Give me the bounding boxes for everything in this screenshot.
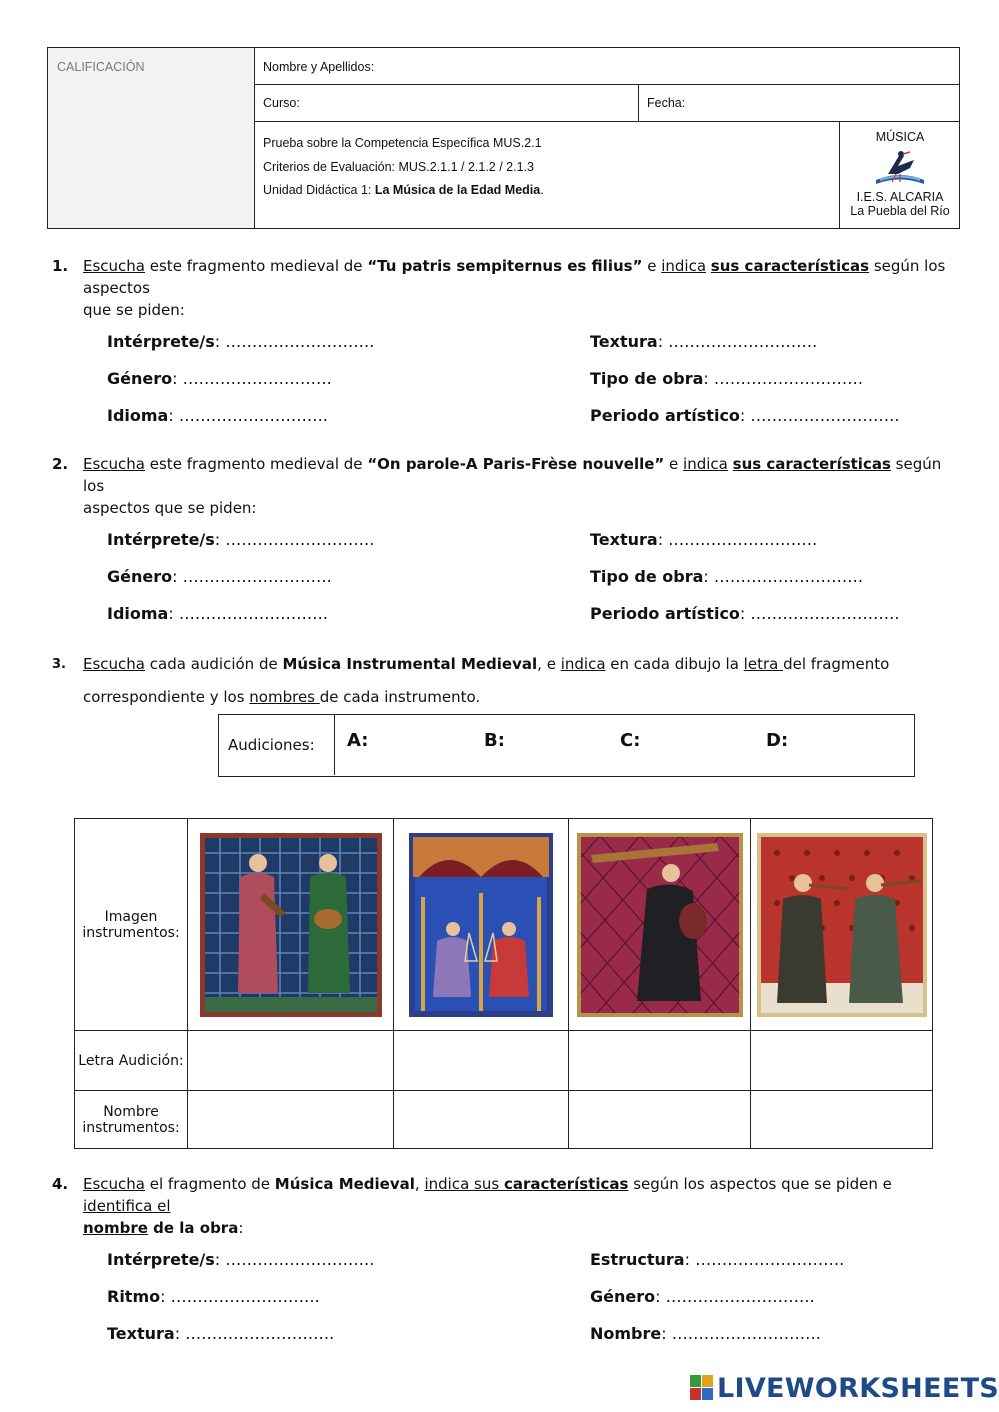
q2-periodo-field[interactable] — [590, 604, 899, 623]
image-cell-4 — [751, 819, 933, 1031]
q2-idioma-field[interactable] — [107, 604, 328, 623]
row-label-names: Nombre instrumentos: — [75, 1091, 188, 1149]
unit-title: La Música de la Edad Media — [374, 183, 541, 197]
calificacion-cell: CALIFICACIÓN — [48, 48, 255, 228]
q1-idioma-field[interactable] — [107, 406, 328, 425]
q1-interprete-dots[interactable]: : ………………………. — [214, 332, 375, 351]
q2-interprete-label: Intérprete/s — [107, 530, 215, 549]
table-row-letters — [75, 1031, 933, 1091]
audicion-a[interactable]: A: — [347, 730, 369, 751]
q1-genero-label: Género — [107, 369, 173, 388]
question-4 — [52, 1173, 962, 1239]
row-label-images: Imagen instrumentos: — [75, 819, 188, 1031]
audiciones-label: Audiciones: — [219, 715, 335, 775]
q4-textura-label: Textura — [107, 1324, 175, 1343]
letter-answer-4[interactable] — [751, 1031, 933, 1091]
q4-interprete-field[interactable] — [107, 1250, 374, 1269]
q1-characteristics: sus características — [710, 257, 870, 275]
q2-textura-field[interactable] — [590, 530, 817, 549]
q2-text-line2: aspectos que se piden: — [83, 499, 257, 517]
q1-tipo-label: Tipo de obra — [590, 369, 704, 388]
q3-text-line2: correspondiente y los — [83, 688, 250, 706]
image-cell-1 — [188, 819, 394, 1031]
q1-text-and: e — [642, 257, 662, 275]
q2-genero-dots[interactable]: : ………………………. — [172, 567, 332, 586]
q1-genero-field[interactable] — [107, 369, 332, 388]
minstrels-fiddle-lute-image — [200, 833, 382, 1017]
q4-nombre-label: Nombre — [590, 1324, 662, 1343]
table-row-names — [75, 1091, 933, 1149]
q4-interprete-dots[interactable]: : ………………………. — [214, 1250, 375, 1269]
q2-characteristics: sus características — [732, 455, 891, 473]
q4-ritmo-label: Ritmo — [107, 1287, 161, 1306]
audicion-c[interactable]: C: — [620, 730, 641, 751]
q2-listen: Escucha — [83, 455, 145, 473]
q4-genero-dots[interactable]: : ………………………. — [655, 1287, 815, 1306]
test-title: Prueba sobre la Competencia Específica MUS.2.1 — [263, 136, 542, 150]
q3-text-end: del fragmento — [783, 655, 890, 673]
unit-suffix: . — [540, 183, 544, 197]
q3-letter: letra — [743, 655, 784, 673]
q2-tipo-label: Tipo de obra — [590, 567, 704, 586]
q4-identify: identifica el — [83, 1197, 171, 1215]
question-4-number: 4. — [52, 1175, 69, 1193]
q2-genero-label: Género — [107, 567, 173, 586]
name-answer-3[interactable] — [569, 1091, 751, 1149]
q2-textura-label: Textura — [590, 530, 658, 549]
q1-periodo-label: Periodo artístico — [590, 406, 740, 425]
question-1-number: 1. — [52, 257, 69, 275]
school-logo — [840, 122, 960, 228]
question-2 — [52, 453, 962, 519]
question-1 — [52, 255, 962, 321]
audicion-b[interactable]: B: — [484, 730, 505, 751]
unit-prefix: Unidad Didáctica 1: — [263, 183, 375, 197]
name-answer-1[interactable] — [188, 1091, 394, 1149]
name-answer-2[interactable] — [394, 1091, 569, 1149]
q3-indicate: indica — [560, 655, 606, 673]
date-field[interactable]: Fecha: — [639, 85, 960, 122]
q3-text-line2-end: de cada instrumento. — [319, 688, 481, 706]
q1-tipo-field[interactable] — [590, 369, 863, 388]
q2-genero-field[interactable] — [107, 567, 332, 586]
q4-nombre-field[interactable] — [590, 1324, 821, 1343]
q3-text-mid: en cada dibujo la — [605, 655, 744, 673]
q1-periodo-field[interactable] — [590, 406, 899, 425]
test-info — [255, 122, 840, 228]
q3-music-type: Música Instrumental Medieval — [282, 655, 538, 673]
q3-text: cada audición de — [145, 655, 283, 673]
letter-answer-2[interactable] — [394, 1031, 569, 1091]
course-field[interactable]: Curso: — [255, 85, 639, 122]
q1-periodo-dots[interactable]: : ………………………. — [739, 406, 900, 425]
q4-ritmo-field[interactable] — [107, 1287, 320, 1306]
row-label-letters: Letra Audición: — [75, 1031, 188, 1091]
q1-interprete-label: Intérprete/s — [107, 332, 215, 351]
q4-textura-field[interactable] — [107, 1324, 334, 1343]
image-cell-3 — [569, 819, 751, 1031]
stork-book-icon — [870, 146, 930, 188]
q4-name: nombre — [83, 1219, 148, 1237]
letter-answer-1[interactable] — [188, 1031, 394, 1091]
q1-tipo-dots[interactable]: : ………………………. — [703, 369, 863, 388]
q1-indicate: indica — [661, 257, 707, 275]
q2-indicate: indica — [683, 455, 728, 473]
name-field[interactable]: Nombre y Apellidos: — [255, 48, 960, 85]
q1-text-end: según los aspectos — [83, 257, 946, 297]
q2-tipo-dots[interactable]: : ………………………. — [703, 567, 863, 586]
q4-ritmo-dots[interactable]: : ………………………. — [160, 1287, 320, 1306]
q4-characteristics: características — [503, 1175, 629, 1193]
q3-text-and: , e — [537, 655, 561, 673]
q1-idioma-label: Idioma — [107, 406, 169, 425]
q1-interprete-field[interactable] — [107, 332, 374, 351]
q2-text-and: e — [664, 455, 684, 473]
q1-text: este fragmento medieval de — [145, 257, 368, 275]
bagpipe-player-image — [577, 833, 743, 1017]
q4-colon: : — [238, 1219, 244, 1237]
q4-music-type: Música Medieval — [274, 1175, 415, 1193]
q1-textura-dots[interactable]: : ………………………. — [657, 332, 818, 351]
q4-estructura-dots[interactable]: : ………………………. — [684, 1250, 845, 1269]
q1-idioma-dots[interactable]: : ………………………. — [168, 406, 328, 425]
question-3-number: 3. — [52, 657, 66, 672]
q1-piece-title: “Tu patris sempiternus es filius” — [367, 257, 643, 275]
audiciones-box — [218, 714, 915, 777]
q4-indicate: indica sus — [424, 1175, 504, 1193]
logo-town: La Puebla del Río — [850, 204, 950, 218]
image-cell-2 — [394, 819, 569, 1031]
q1-textura-field[interactable] — [590, 332, 817, 351]
q2-text: este fragmento medieval de — [145, 455, 368, 473]
unit — [263, 179, 831, 203]
q4-text-mid: según los aspectos que se piden e — [628, 1175, 892, 1193]
audicion-d[interactable]: D: — [766, 730, 789, 751]
q4-listen: Escucha — [83, 1175, 145, 1193]
q2-periodo-label: Periodo artístico — [590, 604, 740, 623]
liveworksheets-logo — [690, 1372, 999, 1404]
q2-idioma-label: Idioma — [107, 604, 169, 623]
q4-textura-dots[interactable]: : ………………………. — [174, 1324, 335, 1343]
name-answer-4[interactable] — [751, 1091, 933, 1149]
q2-text-end: según los — [83, 455, 942, 495]
q2-periodo-dots[interactable]: : ………………………. — [739, 604, 900, 623]
q4-estructura-field[interactable] — [590, 1250, 844, 1269]
q2-idioma-dots[interactable]: : ………………………. — [168, 604, 328, 623]
q4-text: el fragmento de — [145, 1175, 275, 1193]
q1-text-line2: que se piden: — [83, 301, 185, 319]
q1-genero-dots[interactable]: : ………………………. — [172, 369, 332, 388]
instruments-table — [74, 818, 933, 1149]
logo-music-label: MÚSICA — [875, 130, 925, 144]
q1-textura-label: Textura — [590, 332, 658, 351]
logo-school: I.E.S. ALCARIA — [856, 190, 944, 204]
q4-genero-field[interactable] — [590, 1287, 815, 1306]
liveworksheets-icon — [690, 1375, 714, 1401]
q2-piece-title: “On parole-A Paris-Frèse nouvelle” — [367, 455, 665, 473]
q4-genero-label: Género — [590, 1287, 656, 1306]
table-row-images — [75, 819, 933, 1031]
q1-listen: Escucha — [83, 257, 145, 275]
question-3 — [52, 648, 962, 714]
header-box — [47, 47, 960, 229]
flute-players-image — [757, 833, 927, 1017]
liveworksheets-text: LIVEWORKSHEETS — [717, 1372, 999, 1404]
criteria: Criterios de Evaluación: MUS.2.1.1 / 2.1.2 / 2.1.3 — [263, 159, 534, 174]
q2-interprete-field[interactable] — [107, 530, 374, 549]
question-2-number: 2. — [52, 455, 69, 473]
q3-listen: Escucha — [83, 655, 145, 673]
q3-names: nombres — [249, 688, 320, 706]
q2-textura-dots[interactable]: : ………………………. — [657, 530, 818, 549]
q4-nombre-dots[interactable]: : ………………………. — [661, 1324, 821, 1343]
q2-interprete-dots[interactable]: : ………………………. — [214, 530, 375, 549]
q4-of-work: de la obra — [147, 1219, 239, 1237]
harpists-image — [409, 833, 553, 1017]
q2-tipo-field[interactable] — [590, 567, 863, 586]
q4-comma: , — [414, 1175, 425, 1193]
letter-answer-3[interactable] — [569, 1031, 751, 1091]
q4-estructura-label: Estructura — [590, 1250, 685, 1269]
q4-interprete-label: Intérprete/s — [107, 1250, 215, 1269]
